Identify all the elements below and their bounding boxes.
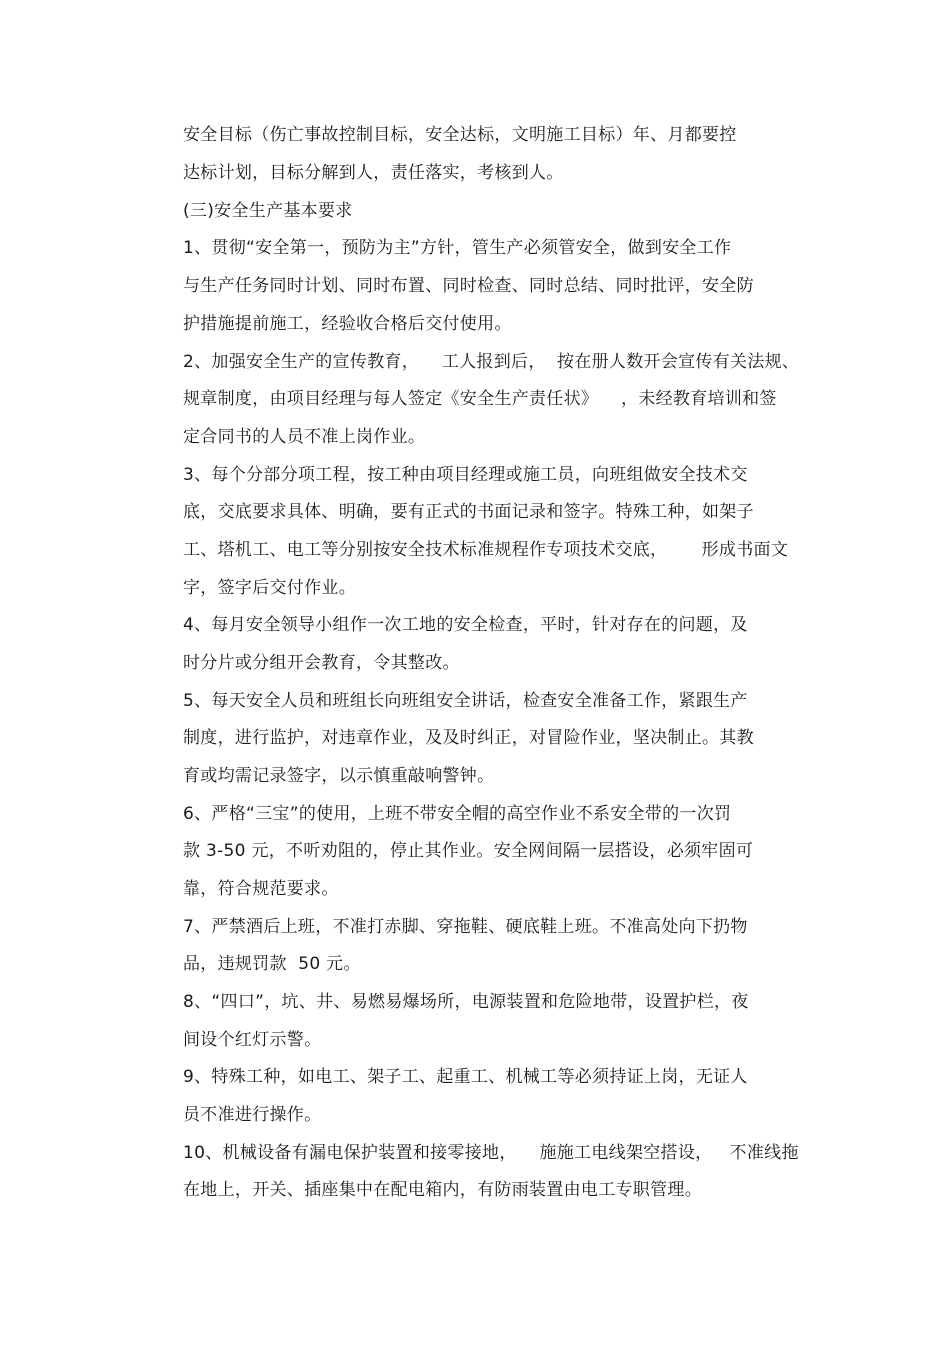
- text-line: 在地上，开关、插座集中在配电箱内，有防雨装置由电工专职管理。: [183, 1180, 702, 1200]
- text-line: 10、机械设备有漏电保护装置和接零接地， 施施工电线架空搭设， 不准线拖: [183, 1143, 799, 1163]
- text-line: 品，违规罚款 50 元。: [183, 954, 361, 974]
- text-line: 定合同书的人员不准上岗作业。: [183, 427, 426, 447]
- text-line: 育或均需记录签字，以示慎重敲响警钟。: [183, 766, 495, 786]
- text-line: 护措施提前施工，经验收合格后交付使用。: [183, 314, 512, 334]
- text-line: 6、严格“三宝”的使用，上班不带安全帽的高空作业不系安全带的一次罚: [183, 804, 732, 824]
- text-line: 字，签字后交付作业。: [183, 578, 356, 598]
- text-line: 工、塔机工、电工等分别按安全技术标准规程作专项技术交底， 形成书面文: [183, 540, 789, 560]
- text-line: 制度，进行监护，对违章作业，及及时纠正，对冒险作业，坚决制止。其教: [183, 728, 754, 748]
- text-line: 8、“四口”，坑、井、易燃易爆场所，电源装置和危险地带，设置护栏，夜: [183, 992, 749, 1012]
- text-line: 1、贯彻“安全第一，预防为主”方针，管生产必须管安全，做到安全工作: [183, 238, 732, 258]
- text-line: 达标计划，目标分解到人，责任落实，考核到人。: [183, 163, 564, 183]
- text-line: 员不准进行操作。: [183, 1105, 322, 1125]
- text-line: 4、每月安全领导小组作一次工地的安全检查，平时，针对存在的问题，及: [183, 615, 748, 635]
- text-line: 2、加强安全生产的宣传教育， 工人报到后， 按在册人数开会宣传有关法规、: [183, 352, 800, 372]
- text-line: 5、每天安全人员和班组长向班组安全讲话，检查安全准备工作，紧跟生产: [183, 691, 748, 711]
- text-line: 时分片或分组开会教育，令其整改。: [183, 653, 460, 673]
- text-line: 3、每个分部分项工程，按工种由项目经理或施工员，向班组做安全技术交: [183, 465, 748, 485]
- text-line: 安全目标（伤亡事故控制目标，安全达标，文明施工目标）年、月都要控: [183, 125, 737, 145]
- text-line: 间设个红灯示警。: [183, 1030, 322, 1050]
- text-line: 底，交底要求具体、明确，要有正式的书面记录和签字。特殊工种，如架子: [183, 502, 754, 522]
- text-line: 款 3-50 元，不听劝阻的，停止其作业。安全网间隔一层搭设，必须牢固可: [183, 841, 754, 861]
- text-line: 规章制度，由项目经理与每人签定《安全生产责任状》 ，未经教育培训和签: [183, 389, 777, 409]
- text-line: 与生产任务同时计划、同时布置、同时检查、同时总结、同时批评，安全防: [183, 276, 754, 296]
- text-line: 7、严禁酒后上班，不准打赤脚、穿拖鞋、硬底鞋上班。不准高处向下扔物: [183, 917, 748, 937]
- section-heading: (三)安全生产基本要求: [183, 201, 353, 221]
- text-line: 靠，符合规范要求。: [183, 879, 339, 899]
- text-line: 9、特殊工种，如电工、架子工、起重工、机械工等必须持证上岗，无证人: [183, 1067, 748, 1087]
